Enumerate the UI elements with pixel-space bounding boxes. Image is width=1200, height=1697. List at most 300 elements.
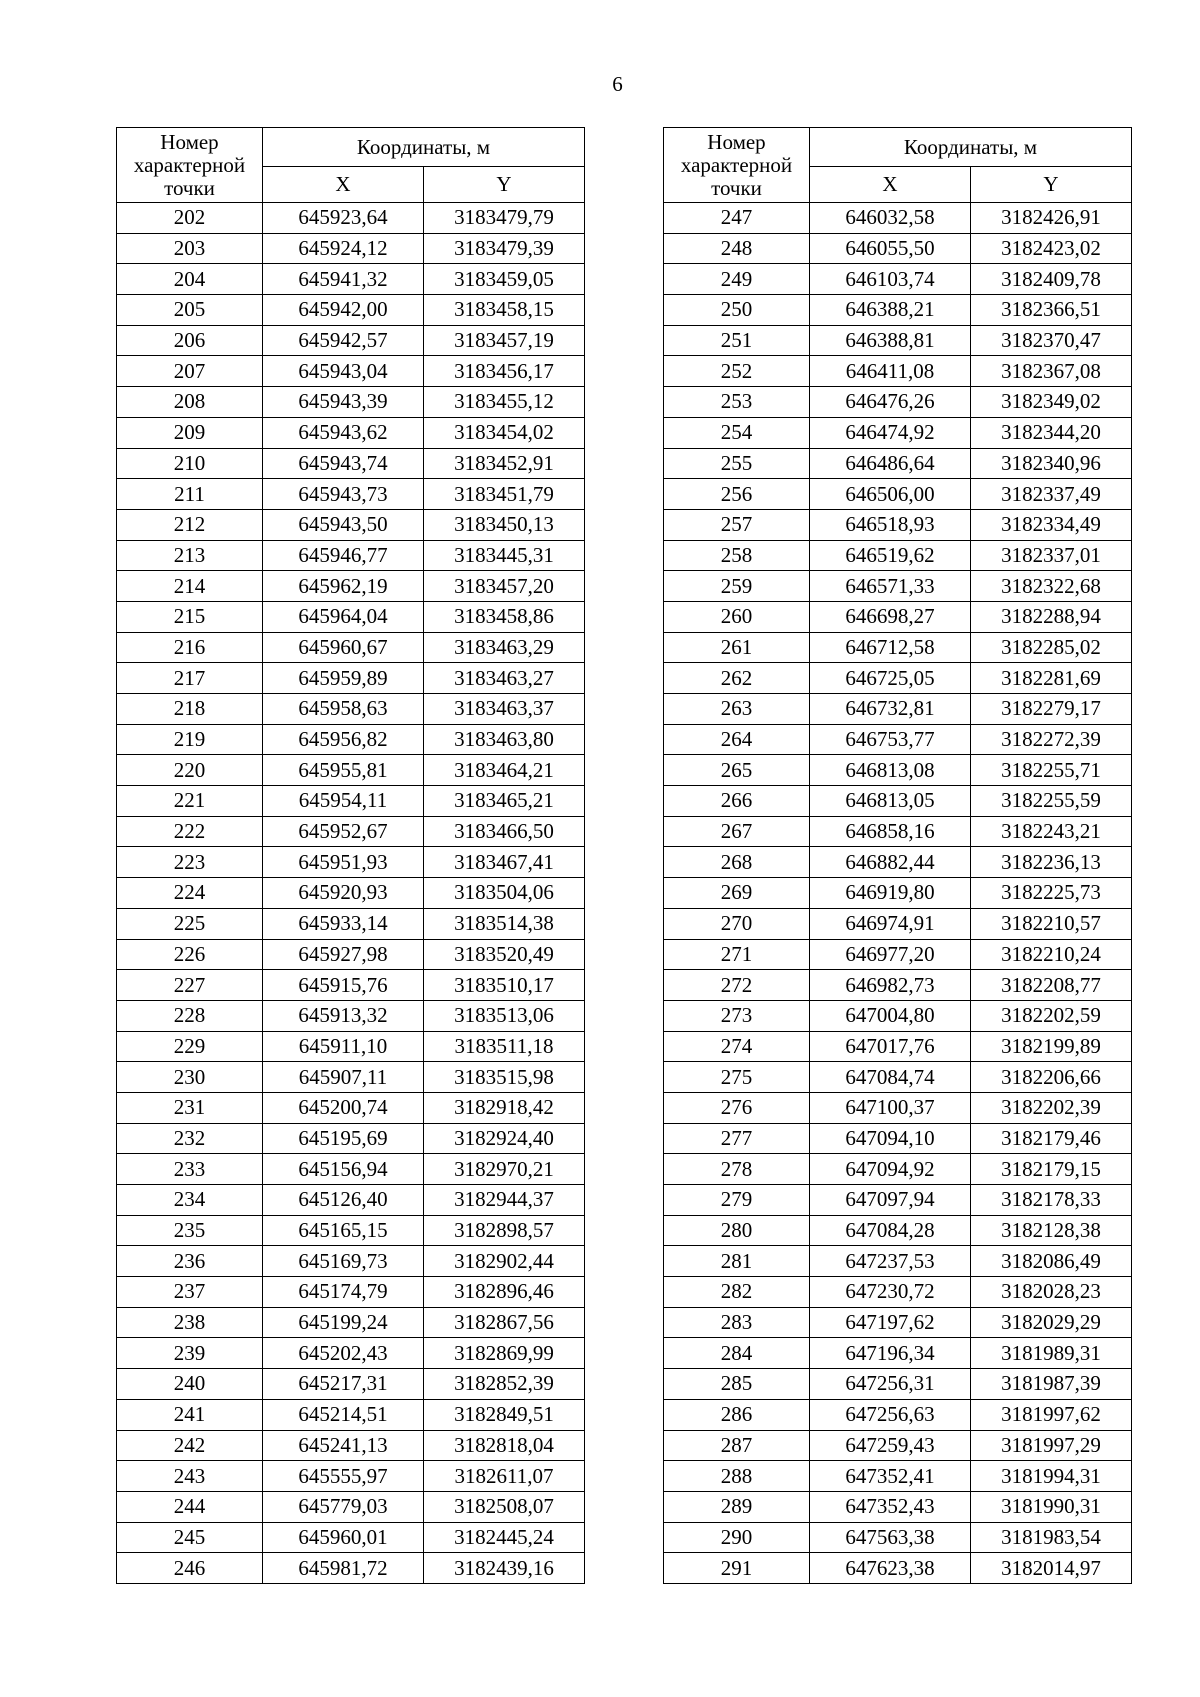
header-y: Y <box>971 167 1132 203</box>
table-row <box>664 1154 1132 1185</box>
x-cell: 646388,81 <box>810 325 971 356</box>
point-number-cell: 262 <box>664 663 810 694</box>
point-number-cell: 214 <box>117 571 263 602</box>
x-cell: 647230,72 <box>810 1277 971 1308</box>
y-cell: 3182128,38 <box>971 1215 1132 1246</box>
point-number-cell: 246 <box>117 1553 263 1584</box>
table-row <box>664 1062 1132 1093</box>
y-cell: 3182349,02 <box>971 387 1132 418</box>
table-row <box>664 786 1132 817</box>
table-row <box>117 325 585 356</box>
y-cell: 3182970,21 <box>424 1154 585 1185</box>
point-number-cell: 203 <box>117 233 263 264</box>
y-cell: 3182924,40 <box>424 1123 585 1154</box>
point-number-cell: 272 <box>664 970 810 1001</box>
point-number-cell: 227 <box>117 970 263 1001</box>
table-row <box>664 970 1132 1001</box>
x-cell: 645202,43 <box>263 1338 424 1369</box>
x-cell: 645555,97 <box>263 1461 424 1492</box>
x-cell: 645956,82 <box>263 724 424 755</box>
y-cell: 3183455,12 <box>424 387 585 418</box>
table-row <box>117 387 585 418</box>
table-row <box>117 1031 585 1062</box>
table-row <box>117 632 585 663</box>
x-cell: 645214,51 <box>263 1399 424 1430</box>
table-row <box>117 724 585 755</box>
x-cell: 645941,32 <box>263 264 424 295</box>
header-y: Y <box>424 167 585 203</box>
point-number-cell: 236 <box>117 1246 263 1277</box>
table-row <box>664 908 1132 939</box>
y-cell: 3181990,31 <box>971 1491 1132 1522</box>
point-number-cell: 234 <box>117 1185 263 1216</box>
y-cell: 3182202,59 <box>971 1000 1132 1031</box>
x-cell: 647017,76 <box>810 1031 971 1062</box>
table-row <box>117 1092 585 1123</box>
point-number-cell: 212 <box>117 509 263 540</box>
table-row <box>664 1031 1132 1062</box>
y-cell: 3182285,02 <box>971 632 1132 663</box>
y-cell: 3181989,31 <box>971 1338 1132 1369</box>
x-cell: 647256,31 <box>810 1369 971 1400</box>
y-cell: 3183520,49 <box>424 939 585 970</box>
y-cell: 3182423,02 <box>971 233 1132 264</box>
point-number-cell: 220 <box>117 755 263 786</box>
point-number-cell: 260 <box>664 601 810 632</box>
y-cell: 3182426,91 <box>971 203 1132 234</box>
point-number-cell: 265 <box>664 755 810 786</box>
point-number-cell: 257 <box>664 509 810 540</box>
table-row <box>664 878 1132 909</box>
point-number-cell: 284 <box>664 1338 810 1369</box>
x-cell: 645920,93 <box>263 878 424 909</box>
y-cell: 3182243,21 <box>971 816 1132 847</box>
point-number-cell: 235 <box>117 1215 263 1246</box>
x-cell: 647237,53 <box>810 1246 971 1277</box>
x-cell: 645943,39 <box>263 387 424 418</box>
point-number-cell: 218 <box>117 694 263 725</box>
x-cell: 646753,77 <box>810 724 971 755</box>
y-cell: 3182439,16 <box>424 1553 585 1584</box>
point-number-cell: 241 <box>117 1399 263 1430</box>
y-cell: 3182255,71 <box>971 755 1132 786</box>
y-cell: 3183450,13 <box>424 509 585 540</box>
y-cell: 3182340,96 <box>971 448 1132 479</box>
table-row <box>117 1123 585 1154</box>
y-cell: 3182818,04 <box>424 1430 585 1461</box>
table-row <box>664 540 1132 571</box>
y-cell: 3181997,62 <box>971 1399 1132 1430</box>
table-row <box>117 571 585 602</box>
table-row <box>117 233 585 264</box>
y-cell: 3182918,42 <box>424 1092 585 1123</box>
y-cell: 3182366,51 <box>971 295 1132 326</box>
y-cell: 3182896,46 <box>424 1277 585 1308</box>
x-cell: 645174,79 <box>263 1277 424 1308</box>
point-number-cell: 261 <box>664 632 810 663</box>
x-cell: 647084,74 <box>810 1062 971 1093</box>
x-cell: 645954,11 <box>263 786 424 817</box>
table-row <box>664 1246 1132 1277</box>
y-cell: 3183445,31 <box>424 540 585 571</box>
point-number-cell: 229 <box>117 1031 263 1062</box>
point-number-cell: 237 <box>117 1277 263 1308</box>
y-cell: 3183515,98 <box>424 1062 585 1093</box>
point-number-cell: 224 <box>117 878 263 909</box>
x-cell: 646712,58 <box>810 632 971 663</box>
header-coordinates: Координаты, м <box>263 128 585 167</box>
point-number-cell: 238 <box>117 1307 263 1338</box>
x-cell: 646411,08 <box>810 356 971 387</box>
y-cell: 3183459,05 <box>424 264 585 295</box>
point-number-cell: 249 <box>664 264 810 295</box>
table-row <box>117 786 585 817</box>
x-cell: 645126,40 <box>263 1185 424 1216</box>
y-cell: 3182236,13 <box>971 847 1132 878</box>
x-cell: 645217,31 <box>263 1369 424 1400</box>
x-cell: 645943,62 <box>263 417 424 448</box>
table-row <box>117 908 585 939</box>
x-cell: 647084,28 <box>810 1215 971 1246</box>
point-number-cell: 231 <box>117 1092 263 1123</box>
point-number-cell: 256 <box>664 479 810 510</box>
table-row <box>117 939 585 970</box>
x-cell: 645156,94 <box>263 1154 424 1185</box>
point-number-cell: 225 <box>117 908 263 939</box>
table-row <box>664 203 1132 234</box>
table-row <box>664 264 1132 295</box>
x-cell: 646858,16 <box>810 816 971 847</box>
y-cell: 3183464,21 <box>424 755 585 786</box>
x-cell: 645959,89 <box>263 663 424 694</box>
x-cell: 646982,73 <box>810 970 971 1001</box>
table-row <box>664 847 1132 878</box>
y-cell: 3183467,41 <box>424 847 585 878</box>
x-cell: 645942,57 <box>263 325 424 356</box>
y-cell: 3182867,56 <box>424 1307 585 1338</box>
table-row <box>664 1277 1132 1308</box>
point-number-cell: 240 <box>117 1369 263 1400</box>
y-cell: 3182272,39 <box>971 724 1132 755</box>
table-row <box>117 264 585 295</box>
y-cell: 3182337,49 <box>971 479 1132 510</box>
y-cell: 3182370,47 <box>971 325 1132 356</box>
y-cell: 3182281,69 <box>971 663 1132 694</box>
table-row <box>117 1553 585 1584</box>
table-row <box>664 417 1132 448</box>
x-cell: 645241,13 <box>263 1430 424 1461</box>
table-row <box>664 1430 1132 1461</box>
y-cell: 3182210,24 <box>971 939 1132 970</box>
x-cell: 645943,74 <box>263 448 424 479</box>
point-number-cell: 277 <box>664 1123 810 1154</box>
point-number-cell: 254 <box>664 417 810 448</box>
table-row <box>664 356 1132 387</box>
y-cell: 3181987,39 <box>971 1369 1132 1400</box>
x-cell: 645962,19 <box>263 571 424 602</box>
y-cell: 3182199,89 <box>971 1031 1132 1062</box>
table-row <box>664 1215 1132 1246</box>
point-number-cell: 278 <box>664 1154 810 1185</box>
x-cell: 647259,43 <box>810 1430 971 1461</box>
point-number-cell: 268 <box>664 847 810 878</box>
point-number-cell: 242 <box>117 1430 263 1461</box>
point-number-cell: 282 <box>664 1277 810 1308</box>
y-cell: 3182179,15 <box>971 1154 1132 1185</box>
point-number-cell: 233 <box>117 1154 263 1185</box>
point-number-cell: 219 <box>117 724 263 755</box>
point-number-cell: 230 <box>117 1062 263 1093</box>
point-number-cell: 226 <box>117 939 263 970</box>
point-number-cell: 288 <box>664 1461 810 1492</box>
table-row <box>117 1154 585 1185</box>
x-cell: 645960,67 <box>263 632 424 663</box>
point-number-cell: 280 <box>664 1215 810 1246</box>
y-cell: 3183463,80 <box>424 724 585 755</box>
x-cell: 646055,50 <box>810 233 971 264</box>
x-cell: 645195,69 <box>263 1123 424 1154</box>
point-number-cell: 213 <box>117 540 263 571</box>
x-cell: 647623,38 <box>810 1553 971 1584</box>
point-number-cell: 205 <box>117 295 263 326</box>
x-cell: 646506,00 <box>810 479 971 510</box>
table-row <box>117 509 585 540</box>
x-cell: 645958,63 <box>263 694 424 725</box>
y-cell: 3182611,07 <box>424 1461 585 1492</box>
x-cell: 645779,03 <box>263 1491 424 1522</box>
table-row <box>664 448 1132 479</box>
x-cell: 645951,93 <box>263 847 424 878</box>
point-number-cell: 216 <box>117 632 263 663</box>
table-row <box>664 755 1132 786</box>
y-cell: 3182028,23 <box>971 1277 1132 1308</box>
table-row <box>117 295 585 326</box>
x-cell: 645923,64 <box>263 203 424 234</box>
y-cell: 3181994,31 <box>971 1461 1132 1492</box>
x-cell: 647352,41 <box>810 1461 971 1492</box>
point-number-cell: 264 <box>664 724 810 755</box>
y-cell: 3183463,29 <box>424 632 585 663</box>
point-number-cell: 207 <box>117 356 263 387</box>
point-number-cell: 202 <box>117 203 263 234</box>
y-cell: 3182086,49 <box>971 1246 1132 1277</box>
point-number-cell: 258 <box>664 540 810 571</box>
point-number-cell: 281 <box>664 1246 810 1277</box>
table-row <box>664 387 1132 418</box>
table-row <box>664 663 1132 694</box>
point-number-cell: 239 <box>117 1338 263 1369</box>
point-number-cell: 276 <box>664 1092 810 1123</box>
point-number-cell: 273 <box>664 1000 810 1031</box>
y-cell: 3181997,29 <box>971 1430 1132 1461</box>
point-number-cell: 290 <box>664 1522 810 1553</box>
x-cell: 645933,14 <box>263 908 424 939</box>
table-row <box>664 1491 1132 1522</box>
y-cell: 3182255,59 <box>971 786 1132 817</box>
y-cell: 3182849,51 <box>424 1399 585 1430</box>
table-row <box>117 417 585 448</box>
x-cell: 647004,80 <box>810 1000 971 1031</box>
point-number-cell: 289 <box>664 1491 810 1522</box>
point-number-cell: 271 <box>664 939 810 970</box>
point-number-cell: 259 <box>664 571 810 602</box>
x-cell: 646919,80 <box>810 878 971 909</box>
x-cell: 645955,81 <box>263 755 424 786</box>
y-cell: 3182902,44 <box>424 1246 585 1277</box>
table-row <box>117 601 585 632</box>
table-row <box>117 1185 585 1216</box>
y-cell: 3182206,66 <box>971 1062 1132 1093</box>
x-cell: 647100,37 <box>810 1092 971 1123</box>
table-row <box>664 724 1132 755</box>
y-cell: 3182852,39 <box>424 1369 585 1400</box>
x-cell: 647352,43 <box>810 1491 971 1522</box>
table-row <box>664 509 1132 540</box>
x-cell: 645200,74 <box>263 1092 424 1123</box>
header-point-number: Номер характерной точки <box>664 128 810 203</box>
point-number-cell: 255 <box>664 448 810 479</box>
x-cell: 647196,34 <box>810 1338 971 1369</box>
y-cell: 3182288,94 <box>971 601 1132 632</box>
point-number-cell: 232 <box>117 1123 263 1154</box>
point-number-cell: 266 <box>664 786 810 817</box>
table-row <box>117 1338 585 1369</box>
x-cell: 646518,93 <box>810 509 971 540</box>
table-row <box>117 970 585 1001</box>
y-cell: 3183514,38 <box>424 908 585 939</box>
x-cell: 645199,24 <box>263 1307 424 1338</box>
x-cell: 645915,76 <box>263 970 424 1001</box>
point-number-cell: 222 <box>117 816 263 847</box>
point-number-cell: 267 <box>664 816 810 847</box>
point-number-cell: 250 <box>664 295 810 326</box>
point-number-cell: 252 <box>664 356 810 387</box>
table-row <box>117 1246 585 1277</box>
x-cell: 647097,94 <box>810 1185 971 1216</box>
table-row <box>664 632 1132 663</box>
table-row <box>664 1123 1132 1154</box>
y-cell: 3183504,06 <box>424 878 585 909</box>
point-number-cell: 248 <box>664 233 810 264</box>
y-cell: 3182322,68 <box>971 571 1132 602</box>
x-cell: 646698,27 <box>810 601 971 632</box>
table-row <box>117 1277 585 1308</box>
x-cell: 646571,33 <box>810 571 971 602</box>
table-row <box>664 233 1132 264</box>
x-cell: 645942,00 <box>263 295 424 326</box>
point-number-cell: 243 <box>117 1461 263 1492</box>
table-row <box>117 1000 585 1031</box>
table-row <box>664 1461 1132 1492</box>
y-cell: 3182944,37 <box>424 1185 585 1216</box>
y-cell: 3182344,20 <box>971 417 1132 448</box>
x-cell: 645911,10 <box>263 1031 424 1062</box>
y-cell: 3183452,91 <box>424 448 585 479</box>
point-number-cell: 245 <box>117 1522 263 1553</box>
x-cell: 646474,92 <box>810 417 971 448</box>
x-cell: 645943,73 <box>263 479 424 510</box>
y-cell: 3182409,78 <box>971 264 1132 295</box>
x-cell: 646882,44 <box>810 847 971 878</box>
table-row <box>117 1461 585 1492</box>
point-number-cell: 210 <box>117 448 263 479</box>
table-body-right <box>664 203 1132 1584</box>
y-cell: 3182869,99 <box>424 1338 585 1369</box>
x-cell: 646725,05 <box>810 663 971 694</box>
point-number-cell: 228 <box>117 1000 263 1031</box>
point-number-cell: 208 <box>117 387 263 418</box>
point-number-cell: 287 <box>664 1430 810 1461</box>
point-number-cell: 209 <box>117 417 263 448</box>
y-cell: 3182202,39 <box>971 1092 1132 1123</box>
y-cell: 3183479,39 <box>424 233 585 264</box>
y-cell: 3182445,24 <box>424 1522 585 1553</box>
x-cell: 647094,10 <box>810 1123 971 1154</box>
x-cell: 645946,77 <box>263 540 424 571</box>
x-cell: 645952,67 <box>263 816 424 847</box>
x-cell: 647094,92 <box>810 1154 971 1185</box>
table-row <box>664 1522 1132 1553</box>
point-number-cell: 244 <box>117 1491 263 1522</box>
y-cell: 3183458,86 <box>424 601 585 632</box>
table-row <box>117 1430 585 1461</box>
point-number-cell: 247 <box>664 203 810 234</box>
table-row <box>664 939 1132 970</box>
point-number-cell: 269 <box>664 878 810 909</box>
y-cell: 3183513,06 <box>424 1000 585 1031</box>
point-number-cell: 253 <box>664 387 810 418</box>
y-cell: 3182178,33 <box>971 1185 1132 1216</box>
table-row <box>664 571 1132 602</box>
x-cell: 645165,15 <box>263 1215 424 1246</box>
x-cell: 646813,08 <box>810 755 971 786</box>
point-number-cell: 221 <box>117 786 263 817</box>
table-row <box>664 1369 1132 1400</box>
x-cell: 645907,11 <box>263 1062 424 1093</box>
x-cell: 645913,32 <box>263 1000 424 1031</box>
point-number-cell: 283 <box>664 1307 810 1338</box>
x-cell: 646974,91 <box>810 908 971 939</box>
y-cell: 3183510,17 <box>424 970 585 1001</box>
x-cell: 645981,72 <box>263 1553 424 1584</box>
y-cell: 3183456,17 <box>424 356 585 387</box>
y-cell: 3182279,17 <box>971 694 1132 725</box>
y-cell: 3183479,79 <box>424 203 585 234</box>
y-cell: 3183466,50 <box>424 816 585 847</box>
table-row <box>117 1491 585 1522</box>
x-cell: 645927,98 <box>263 939 424 970</box>
x-cell: 645964,04 <box>263 601 424 632</box>
table-row <box>664 295 1132 326</box>
x-cell: 646486,64 <box>810 448 971 479</box>
table-row <box>117 540 585 571</box>
table-row <box>664 694 1132 725</box>
x-cell: 646103,74 <box>810 264 971 295</box>
point-number-cell: 204 <box>117 264 263 295</box>
point-number-cell: 275 <box>664 1062 810 1093</box>
table-row <box>117 1062 585 1093</box>
y-cell: 3182210,57 <box>971 908 1132 939</box>
y-cell: 3182029,29 <box>971 1307 1132 1338</box>
y-cell: 3183458,15 <box>424 295 585 326</box>
table-row <box>117 694 585 725</box>
y-cell: 3183463,27 <box>424 663 585 694</box>
table-row <box>117 1399 585 1430</box>
coordinates-table-right <box>663 127 1132 1584</box>
y-cell: 3182367,08 <box>971 356 1132 387</box>
x-cell: 645960,01 <box>263 1522 424 1553</box>
y-cell: 3182508,07 <box>424 1491 585 1522</box>
